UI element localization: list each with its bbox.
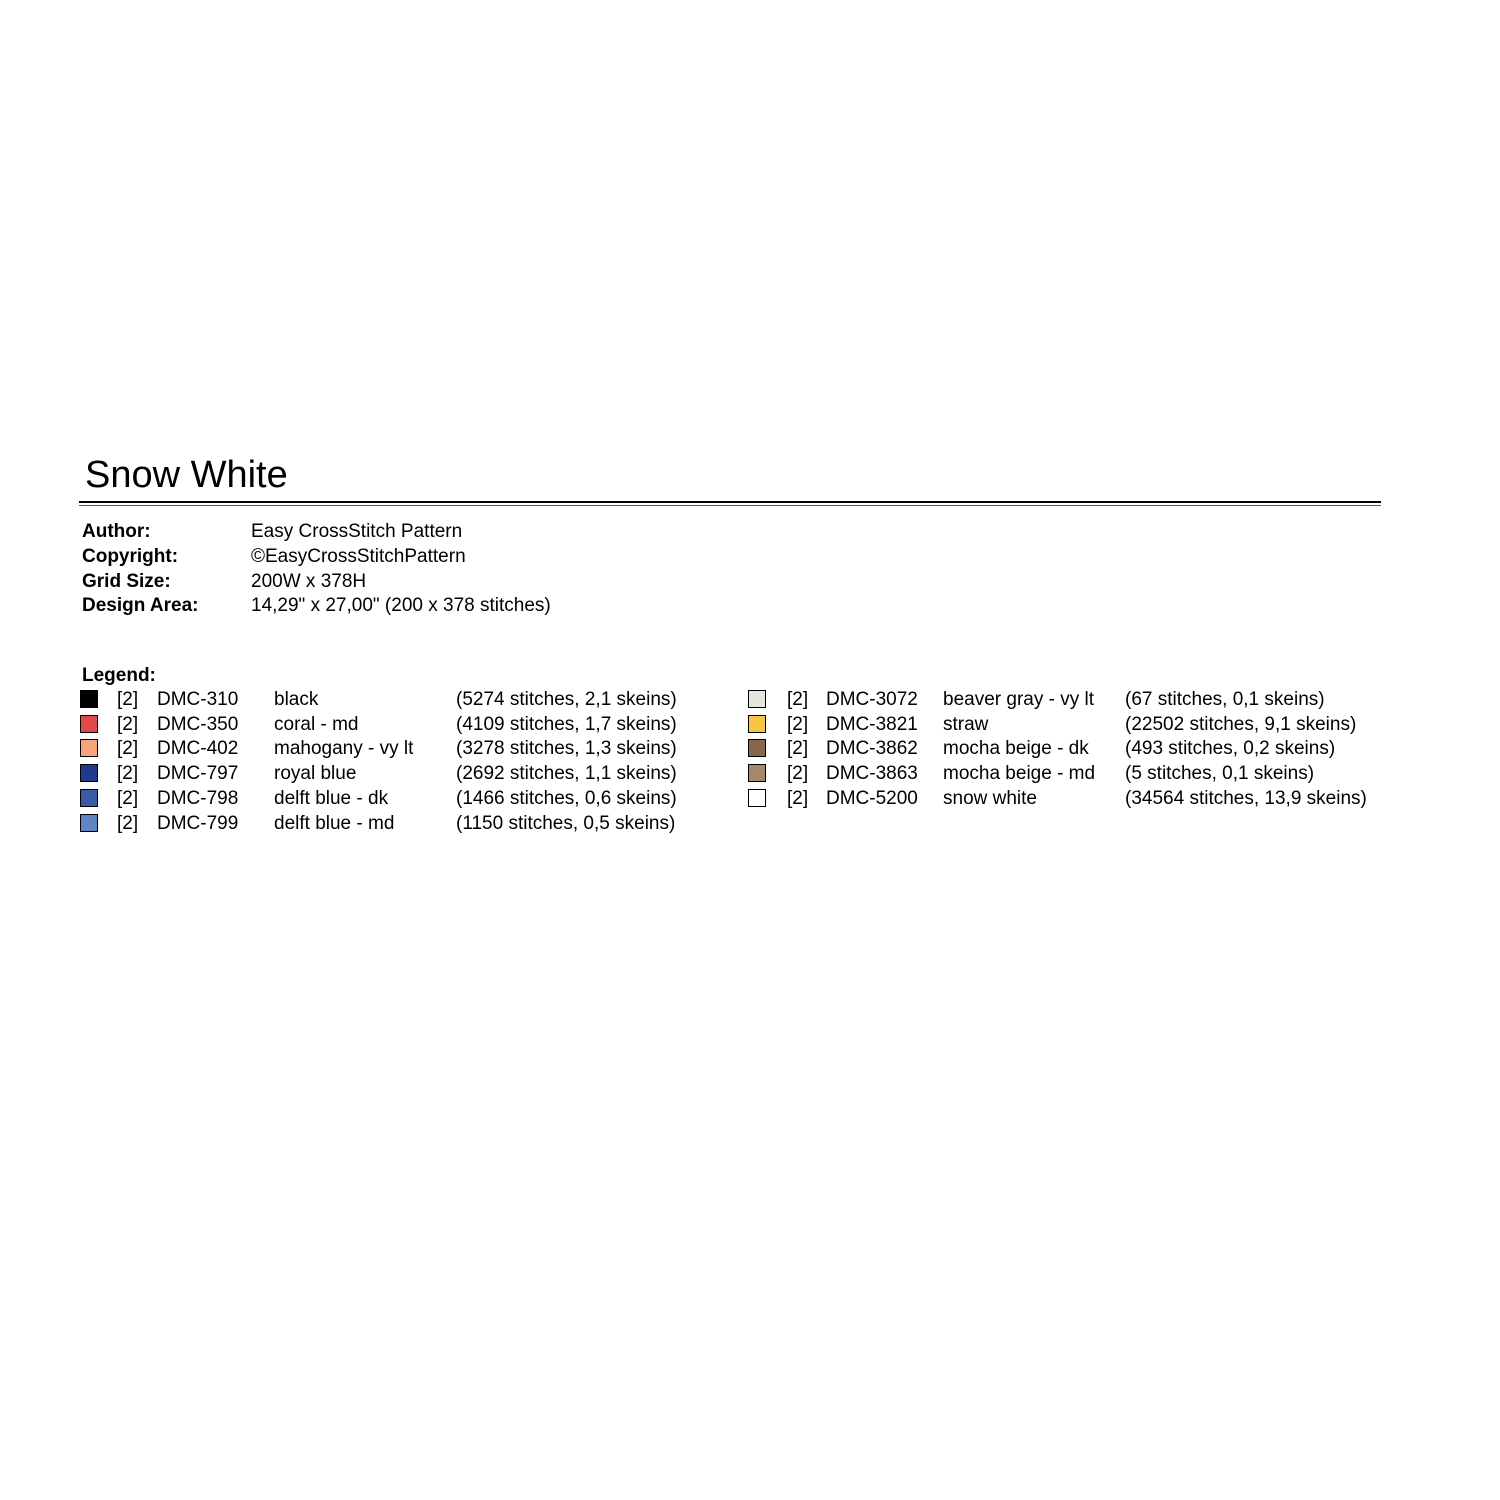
color-name: mocha beige - dk	[943, 738, 1089, 760]
meta-key: Grid Size:	[82, 571, 171, 592]
stitch-count: (67 stitches, 0,1 skeins)	[1125, 689, 1325, 710]
color-name: snow white	[943, 787, 1037, 809]
strands-count: [2]	[117, 738, 139, 760]
meta-value: Easy CrossStitch Pattern	[251, 521, 463, 542]
stitch-count: (34564 stitches, 13,9 skeins)	[1125, 787, 1367, 809]
floss-code: DMC-3072	[826, 689, 918, 710]
color-swatch	[748, 739, 766, 757]
meta-key: Copyright:	[82, 546, 179, 567]
floss-code: DMC-310	[157, 689, 239, 710]
color-name: black	[274, 689, 319, 710]
color-name: delft blue - dk	[274, 787, 389, 809]
strands-count: [2]	[117, 763, 139, 785]
color-swatch	[80, 764, 98, 782]
stitch-count: (1466 stitches, 0,6 skeins)	[456, 787, 677, 809]
color-swatch	[80, 739, 98, 757]
color-name: delft blue - md	[274, 812, 395, 834]
stitch-count: (493 stitches, 0,2 skeins)	[1125, 738, 1336, 760]
color-swatch	[748, 715, 766, 733]
stitch-count: (3278 stitches, 1,3 skeins)	[456, 738, 677, 760]
strands-count: [2]	[787, 738, 809, 760]
color-swatch	[80, 789, 98, 807]
meta-value: ©EasyCrossStitchPattern	[251, 546, 466, 567]
strands-count: [2]	[787, 689, 809, 710]
meta-value: 14,29" x 27,00" (200 x 378 stitches)	[251, 595, 551, 616]
color-name: mahogany - vy lt	[274, 738, 414, 760]
strands-count: [2]	[117, 812, 139, 834]
floss-code: DMC-797	[157, 763, 239, 785]
stitch-count: (5 stitches, 0,1 skeins)	[1125, 763, 1315, 785]
color-name: straw	[943, 713, 989, 735]
floss-code: DMC-350	[157, 713, 239, 735]
strands-count: [2]	[117, 787, 139, 809]
strands-count: [2]	[117, 713, 139, 735]
title-rule-bottom	[79, 505, 1381, 506]
color-name: beaver gray - vy lt	[943, 689, 1094, 710]
meta-key: Design Area:	[82, 595, 199, 616]
stitch-count: (22502 stitches, 9,1 skeins)	[1125, 713, 1357, 735]
meta-value: 200W x 378H	[251, 571, 367, 592]
title-rule-top	[79, 501, 1381, 503]
floss-code: DMC-402	[157, 738, 239, 760]
stitch-count: (1150 stitches, 0,5 skeins)	[456, 812, 676, 834]
meta-key: Author:	[82, 521, 151, 542]
floss-code: DMC-799	[157, 812, 239, 834]
legend-title: Legend:	[82, 665, 156, 686]
color-swatch	[748, 764, 766, 782]
color-swatch	[748, 690, 766, 708]
floss-code: DMC-3863	[826, 763, 918, 785]
strands-count: [2]	[787, 713, 809, 735]
stitch-count: (4109 stitches, 1,7 skeins)	[456, 713, 677, 735]
floss-code: DMC-3862	[826, 738, 918, 760]
document-title: Snow White	[85, 454, 288, 496]
stitch-count: (5274 stitches, 2,1 skeins)	[456, 689, 677, 710]
color-name: coral - md	[274, 713, 359, 735]
color-swatch	[80, 690, 98, 708]
strands-count: [2]	[787, 763, 809, 785]
floss-code: DMC-798	[157, 787, 239, 809]
strands-count: [2]	[117, 689, 139, 710]
stitch-count: (2692 stitches, 1,1 skeins)	[456, 763, 677, 785]
color-swatch	[748, 789, 766, 807]
color-swatch	[80, 814, 98, 832]
color-swatch	[80, 715, 98, 733]
floss-code: DMC-3821	[826, 713, 918, 735]
floss-code: DMC-5200	[826, 787, 918, 809]
color-name: royal blue	[274, 763, 357, 785]
strands-count: [2]	[787, 787, 809, 809]
color-name: mocha beige - md	[943, 763, 1096, 785]
